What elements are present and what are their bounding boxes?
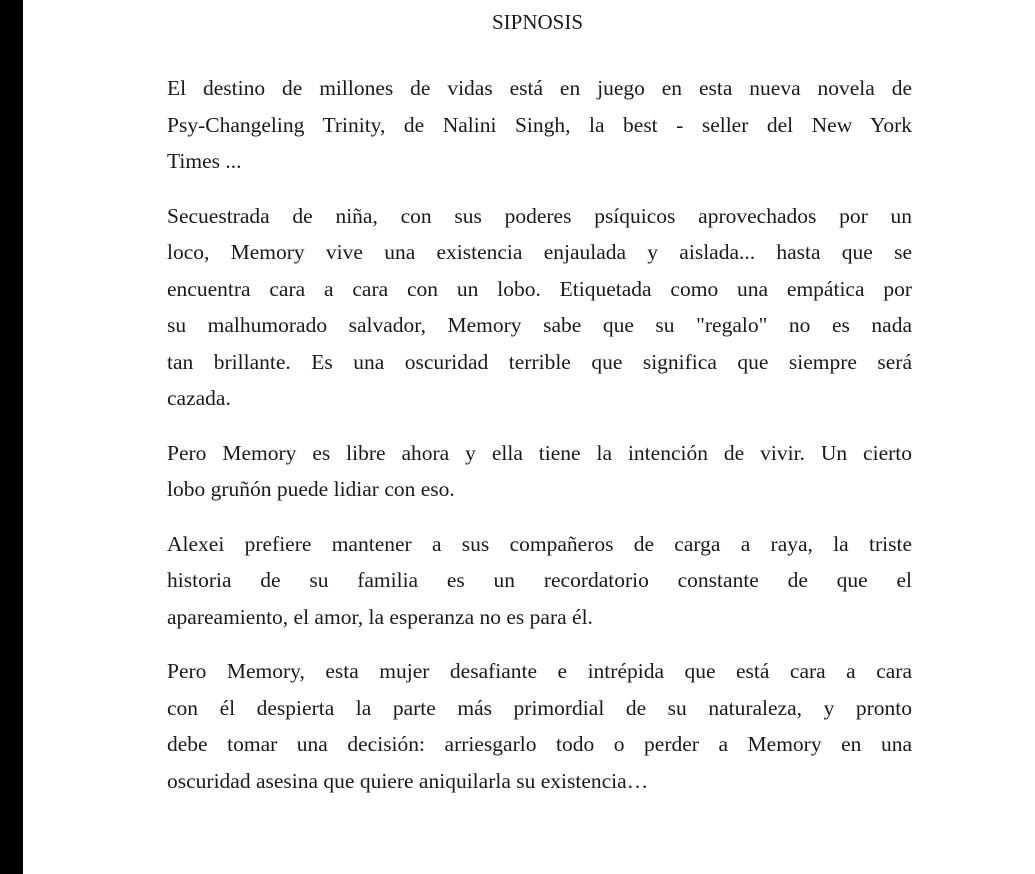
page-title: SIPNOSIS bbox=[491, 10, 584, 34]
paragraph bbox=[167, 70, 912, 180]
text-line: Secuestrada de niña, con sus poderes psíquicos aprovechados por un bbox=[167, 203, 912, 228]
paragraph bbox=[167, 435, 912, 508]
text-line: oscuridad asesina que quiere aniquilarla su existencia… bbox=[167, 768, 649, 793]
document-body bbox=[167, 70, 912, 817]
left-black-border bbox=[0, 0, 23, 874]
text-line: debe tomar una decisión: arriesgarlo todo o perder a Memory en una bbox=[167, 732, 912, 756]
text-line: Times ... bbox=[167, 149, 242, 173]
text-line: Alexei prefiere mantener a sus compañeros de carga a raya, la triste bbox=[167, 531, 912, 556]
text-line: El destino de millones de vidas está en juego en esta nueva novela de bbox=[167, 76, 912, 100]
text-line: con él despierta la parte más primordial de su naturaleza, y pronto bbox=[167, 695, 912, 720]
paragraph bbox=[167, 198, 912, 417]
text-line: Psy-Changeling Trinity, de Nalini Singh, la best - seller del New York bbox=[167, 112, 912, 137]
text-line: Pero Memory es libre ahora y ella tiene la intención de vivir. Un cierto bbox=[167, 440, 912, 465]
paragraph bbox=[167, 653, 912, 799]
text-line: tan brillante. Es una oscuridad terrible que significa que siempre será bbox=[167, 349, 912, 374]
text-line: cazada. bbox=[167, 386, 231, 410]
text-line: apareamiento, el amor, la esperanza no es para él. bbox=[167, 604, 593, 629]
text-line: su malhumorado salvador, Memory sabe que su "regalo" no es nada bbox=[167, 313, 912, 337]
text-line: historia de su familia es un recordatorio constante de que el bbox=[167, 568, 912, 592]
text-line: Pero Memory, esta mujer desafiante e intrépida que está cara a cara bbox=[167, 659, 912, 683]
paragraph bbox=[167, 526, 912, 636]
text-line: loco, Memory vive una existencia enjaulada y aislada... hasta que se bbox=[167, 240, 912, 264]
text-line: encuentra cara a cara con un lobo. Etiquetada como una empática por bbox=[167, 276, 912, 301]
text-line: lobo gruñón puede lidiar con eso. bbox=[167, 477, 455, 501]
